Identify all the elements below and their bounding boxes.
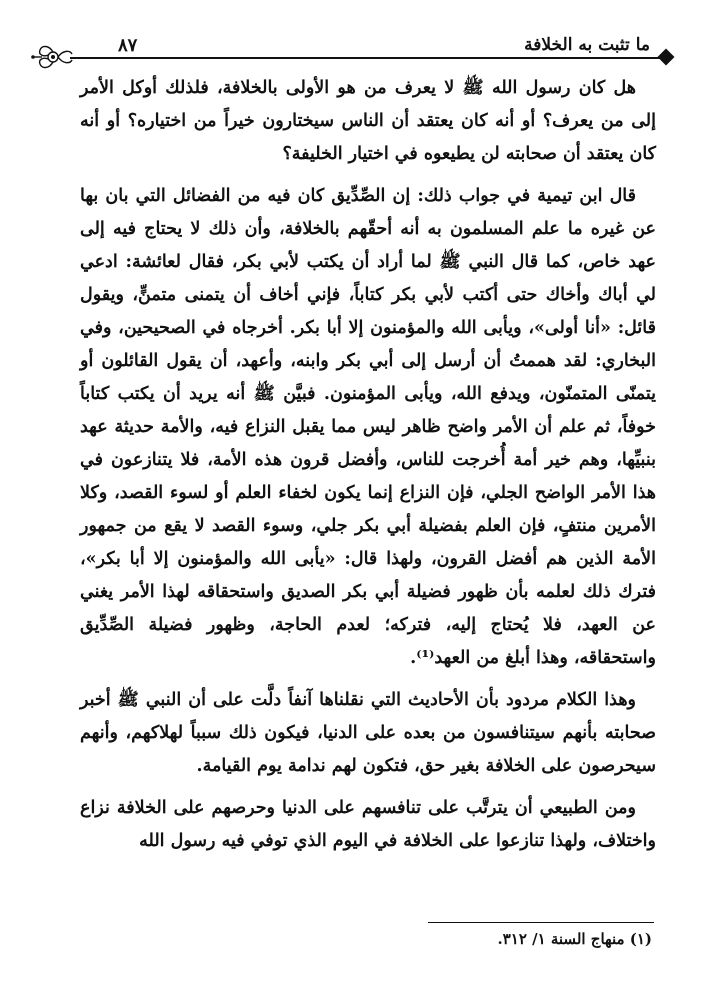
footnote-divider — [428, 922, 654, 923]
diamond-icon — [658, 49, 675, 66]
page-number: ٨٧ — [112, 35, 143, 56]
paragraph: وهذا الكلام مردود بأن الأحاديث التي نقلناها آنفاً دلَّت على أن النبي ﷺ أخبر صحابته بأنهم سيتنافسون من بعده على الدنيا، فيكون ذلك سبباً لهلاكهم، وأنهم سيحرصون على الخلافة بغير حق، فتكون لهم ندامة يوم القيامة. — [80, 690, 656, 776]
running-header — [30, 30, 678, 70]
paragraph: ومن الطبيعي أن يترتَّب على تنافسهم على الدنيا وحرصهم على الخلافة نزاع واختلاف، ولهذا تنازعوا على الخلافة في اليوم الذي توفي فيه رسول الله — [80, 798, 656, 851]
body-text — [80, 72, 656, 867]
floral-ornament-icon — [30, 41, 76, 73]
header-rule — [70, 57, 664, 59]
paragraph: هل كان رسول الله ﷺ لا يعرف من هو الأولى بالخلافة، فلذلك أوكل الأمر إلى من يعرف؟ أو أنه كان يعتقد أن الناس سيختارون خيراً من اختياره؟ أو أنه كان يعتقد أن صحابته لن يطيعوه في اختيار الخليفة؟ — [80, 78, 656, 164]
footnote: (١) منهاج السنة ١/ ٣١٢. — [497, 930, 652, 948]
paragraph: قال ابن تيمية في جواب ذلك: إن الصِّدِّيق كان فيه من الفضائل التي بان بها عن غيره ما علم المسلمون به أنه أحقّهم بالخلافة، وأن ذلك لا يحتاج فيه إلى عهد خاص، كما قال النبي ﷺ لما أراد أن يكتب لأبي بكر، فقال لعائشة: ادعي لي أباك وأخاك حتى أكتب لأبي بكر كتاباً، فإني أخاف أن يتمنى متمنٍّ، ويقول قائل: «أنا أولى»، ويأبى الله والمؤمنون إلا أبا بكر. أخرجاه في الصحيحين، وفي البخاري: لقد هممتُ أن أرسل إلى أبي بكر وابنه، وأعهد، أن يقول القائلون أو يتمنّى المتمنّون، ويدفع الله، ويأبى المؤمنون. فبيَّن ﷺ أنه يريد أن يكتب كتاباً خوفاً، ثم علم أن الأمر واضح ظاهر ليس مما يقبل النزاع فيه، والأمة حديثة عهد بنبيِّها، وهم خير أمة أُخرجت للناس، وأفضل قرون هذه الأمة، فلا يتنازعون في هذا الأمر الواضح الجلي، فإن النزاع إنما يكون لخفاء العلم أو لسوء القصد، وكلا الأمرين منتفٍ، فإن العلم بفضيلة أبي بكر جلي، وسوء القصد لا يقع من جمهور الأمة الذين هم أفضل القرون، ولهذا قال: «يأبى الله والمؤمنون إلا أبا بكر»، فترك ذلك لعلمه بأن ظهور فضيلة أبي بكر الصديق واستحقاقه لهذا الأمر يغني عن العهد، فلا يُحتاج إليه، فتركه؛ لعدم الحاجة، وظهور فضيلة الصِّدِّيق واستحقاقه، وهذا أبلغ من العهد⁽¹⁾. — [80, 186, 656, 668]
chapter-title: ما تثبت به الخلافة — [516, 35, 658, 55]
